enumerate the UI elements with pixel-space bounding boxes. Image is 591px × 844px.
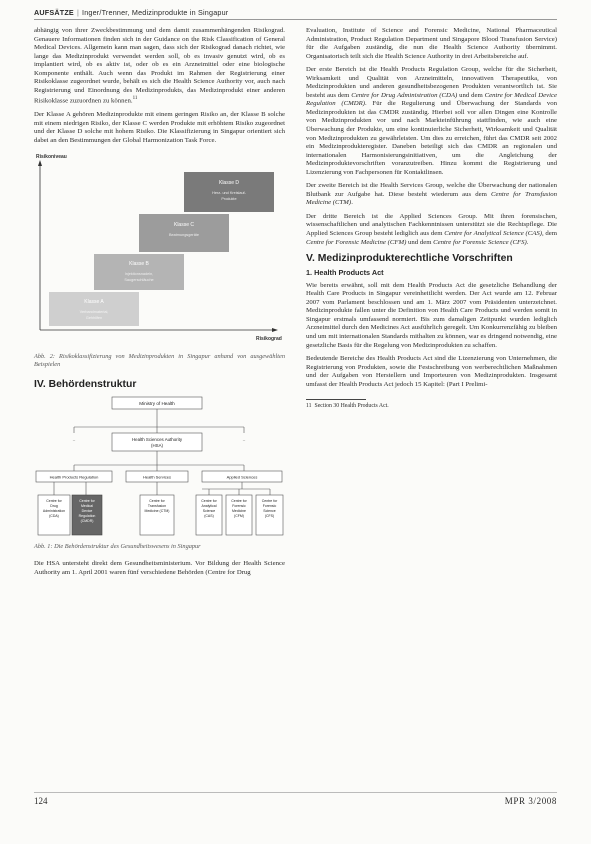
hsa-abbr: (HSA) (151, 442, 163, 448)
centre-label: Centre for (46, 498, 62, 503)
centre-label: Centre for (201, 498, 217, 503)
paragraph (34, 27, 285, 106)
header-separator: | (76, 8, 80, 17)
paragraph-text: und dem (406, 238, 434, 246)
centre-label: Centre for (261, 498, 278, 503)
paragraph (306, 213, 557, 247)
emphasis: Centre for Forensic Medicine (CFM) (306, 238, 407, 246)
x-axis-arrow (272, 328, 278, 332)
klasse-c-example: Beatmungsgeräte (169, 233, 199, 238)
footnote-ref[interactable]: 11 (132, 96, 138, 102)
risk-classification-figure (34, 150, 285, 350)
hsa-box (112, 433, 202, 451)
klasse-b-title: Klasse B (129, 261, 149, 268)
header-rule (34, 19, 557, 20)
centre-label: (CAS) (204, 513, 214, 518)
group-label: Health Products Regulation (49, 474, 99, 480)
authority-structure-figure (34, 395, 285, 583)
klasse-a-example: Verbandmaterial, (79, 310, 109, 315)
journal-issue: MPR 3/2008 (504, 796, 557, 806)
centre-label: Centre for (79, 498, 95, 503)
paragraph: Wie bereits erwähnt, soll mit dem Health Products Act die gesetzliche Behandlung der Health Care Products in Singapur vereinheitlicht werden. Der Act wurde am 12. Februar 2007 vom Parlament beschlossen und am 1. März 2007 vom Präsidenten unterzeichnet. Medizinprodukte fallen unter die Definition von Health Care Products und werden somit in Singapur erstmals umfassend normiert. Bis zum damaligen Zeitpunkt wurden lediglich Arzneimittel durch den Medicines Act ausführlich geregelt. Um Konkurrenzfähig zu bleiben und um mit internationalen Standards mithalten zu können, war es dringend notwendig, eine gesetzliche Basis für die Regelung von Medizinprodukten zu schaffen. (306, 281, 557, 349)
paragraph-text: Der erste Bereich ist die Health Products Regulation Group, welche für die Sicherheit, Wirksamkeit und Qualität von Arzneimitteln, innovativen Therapeutika, von Medizinprodukten und anderen gesundheitsbezogenen Produkten verantwortlich ist. Sie besteht aus dem (306, 66, 557, 99)
klasse-a-box (49, 292, 139, 326)
subsection-heading: 1. Health Products Act (306, 268, 384, 278)
group-label: Health Services (142, 474, 172, 480)
paragraph-text: , dem (541, 230, 557, 238)
centre-label: Regulation (78, 513, 96, 518)
klasse-a-title: Klasse A (84, 299, 104, 306)
centre-label: Centre for (149, 498, 165, 503)
klasse-d-example: Herz- und Kreislauf- (212, 191, 246, 196)
right-column (306, 27, 557, 410)
klasse-c-title: Klasse C (173, 222, 195, 229)
paragraph: Bedeutende Bereiche des Health Products Act sind die Lizenzierung von Unternehmen, die Registrierung von Produkten, sowie die Festschreibung von werberechtlichen Maßnahmen und der Aufgaben von Herstellern und Importeuren von Medizinprodukten. Insgesamt umfasst der Health Products Act jedoch 15 Kapitel: (Part I Prelimi- (306, 355, 557, 388)
centre-label: (CFS) (264, 513, 275, 518)
klasse-d-example: Produkte (221, 197, 237, 202)
centre-label: (CFM) (234, 513, 244, 518)
paragraph: Evaluation, Institute of Science and Forensic Medicine, National Pharmaceutical Administration, Product Regulation Department und Singapore Blood Transfusion Service) für die Aufgaben zuständig, die nun die Health Science Authority übernimmt. Organisatorisch teilt sich die Health Science Authority in drei Arbeitsbereiche auf. (306, 27, 557, 60)
emphasis: Centre for Medical Device Regulation (CMDR) (306, 91, 557, 108)
hsa-label: Health Sciences Authority (131, 436, 183, 442)
centre-label: Medicine (CTM) (144, 508, 170, 513)
side-branch-mark: – (242, 436, 246, 442)
authority-org-chart (34, 395, 285, 583)
centre-label: Device (81, 508, 93, 513)
ministry-label: Ministry of Health (139, 400, 175, 406)
footnote-rule (306, 399, 366, 400)
paragraph-text: Der dritte Bereich ist die Applied Sciences Group. Mit ihren forensischen, wissenschaftlichen und analytischen Fachkenntnissen unterstützt sie die Rechtspflege. Die Applied Sciences Group besteht lediglich aus dem (306, 212, 557, 238)
footer-rule (34, 792, 557, 793)
emphasis: Centre for Analytical Science (CAS) (444, 230, 542, 238)
page-number: 124 (34, 796, 48, 806)
y-axis-arrow (38, 160, 42, 166)
paragraph: Der Klasse A gehören Medizinprodukte mit einem geringen Risiko an, der Klasse B solche mit einem niedrigen Risiko, der Klasse C werden Produkte mit erhöhtem Risiko zugeordnet und der Klasse D solche mit hohem Risiko. Die Klassifizierung in Singapur orientiert sich dabei an den Bestimmungen der Global Harmonization Task Force. (34, 111, 285, 144)
paragraph (306, 66, 557, 177)
section-heading: V. Medizinprodukterechtliche Vorschriften (306, 253, 513, 265)
klasse-d-title: Klasse D (218, 180, 240, 187)
section-heading: IV. Behördenstruktur (34, 378, 137, 390)
running-header (34, 8, 228, 17)
centre-label: Centre for (231, 498, 247, 503)
centre-label: Drug (50, 503, 58, 508)
x-axis-label: Risikograd (256, 336, 282, 343)
centre-label: Science (263, 508, 276, 513)
centre-label: Medical (80, 503, 94, 508)
klasse-a-example: Gehhilfen (85, 316, 103, 321)
emphasis: Centre for Forensic Science (CFS) (433, 238, 527, 246)
centre-label: Analytical (201, 503, 217, 508)
left-column (34, 27, 285, 582)
centre-label: Medicine (231, 508, 247, 513)
klasse-b-example: Saugerschläuche (124, 278, 154, 283)
centre-label: Science (202, 508, 216, 513)
footnote-text: Section 30 Health Products Act. (314, 403, 389, 410)
paragraph: Die HSA untersteht direkt dem Gesundheitsministerium. Vor Bildung der Health Science Authority am 1. April 2001 waren fünf verschiedene Behörden (Centre for Drug (34, 560, 285, 576)
centre-label: Transfusion (147, 503, 167, 508)
footnote (306, 403, 557, 410)
centre-label: Forensic (262, 503, 277, 508)
centre-label: Forensic (232, 503, 246, 508)
centre-label: Administration (42, 508, 66, 513)
section-label: AUFSÄTZE (34, 8, 74, 17)
paragraph-text: abhängig von ihrer Zweckbestimmung und dem damit zusammenhängenden Risikograd. Genauere Informationen finden sich in der Guidance on the Risk Classification of General Medical Devices. Allgemein kann man sagen, dass sich der Risikograd danach richtet, wie lange das Medizinprodukt verwendet werden soll, ob es invasiv genutzt wird, ob es implantiert wird, ob es aktiv ist, oder ob es ein Arzneimittel oder eine biologische Komponente enthält. Auch wenn das Produkt im Rahmen der Registrierung einer Risikoklasse zugeordnet wurde, behält es sich die Health Science Authority vor, auch nach Registrierung und Einordnung des Medizinprodukts, das Medizinprodukt einer anderen Risikoklasse zuzuordnen zu können. (34, 27, 285, 105)
centre-label: (CDA) (49, 513, 59, 518)
paragraph-text: . Für die Regulierung und Überwachung der Standards von Medizinprodukten ist das CMDR zuständig. Hierbei soll vor allen Dingen eine Kontrolle von Medizinprodukten vor und nach Markteinführung stattfinden, wie auch eine Überwachung der Produkte, um eine kontinuierliche Sicherheit, Wirksamkeit und Qualität von Medizinprodukten zu gewährleisten. Um dies zu erreichen, führt das CMDR seit 2002 ein Medizinprodukteregister. Daneben beteiligt sich das CMDR an regionalen und internationalen Harmonisierungsinitiativen, um die Angleichung der Medizinproduktevorschriften voranzutreiben. Hinzu kommt die Registrierung und Lizenzierung von Fachpersonen für Kontaktlinsen. (306, 100, 558, 176)
klasse-b-example: Injektionsnadeln, (124, 272, 154, 277)
paragraph-text: und dem (457, 91, 485, 99)
header-title: Inger/Trenner, Medizinprodukte in Singapur (82, 8, 229, 17)
emphasis: Centre for Drug Administration (CDA) (351, 91, 458, 99)
side-branch-mark: – (72, 436, 76, 442)
group-label: Applied Sciences (226, 474, 258, 480)
centre-label: (CMDR) (80, 518, 94, 523)
figure-caption: Abb. 1: Die Behördenstruktur des Gesundheitswesens in Singapur (34, 542, 201, 550)
figure-caption: Abb. 2: Risikoklassifizierung von Medizinprodukten in Singapur anhand von ausgewählten Beispielen (34, 353, 285, 368)
paragraph-text: . (526, 238, 529, 246)
y-axis-label: Risikoniveau (36, 154, 67, 161)
emphasis: Centre for Transfusion Medicine (CTM) (306, 190, 557, 207)
footnote-number: 11 (306, 403, 312, 410)
paragraph (306, 182, 557, 208)
risk-classification-graphic (34, 150, 285, 350)
paragraph-text: Der zweite Bereich ist die Health Services Group, welche die Überwachung der nationalen Blutbank zur Aufgabe hat. Diese besteht wiederum aus dem (306, 182, 557, 198)
paragraph-text: . (351, 199, 353, 207)
